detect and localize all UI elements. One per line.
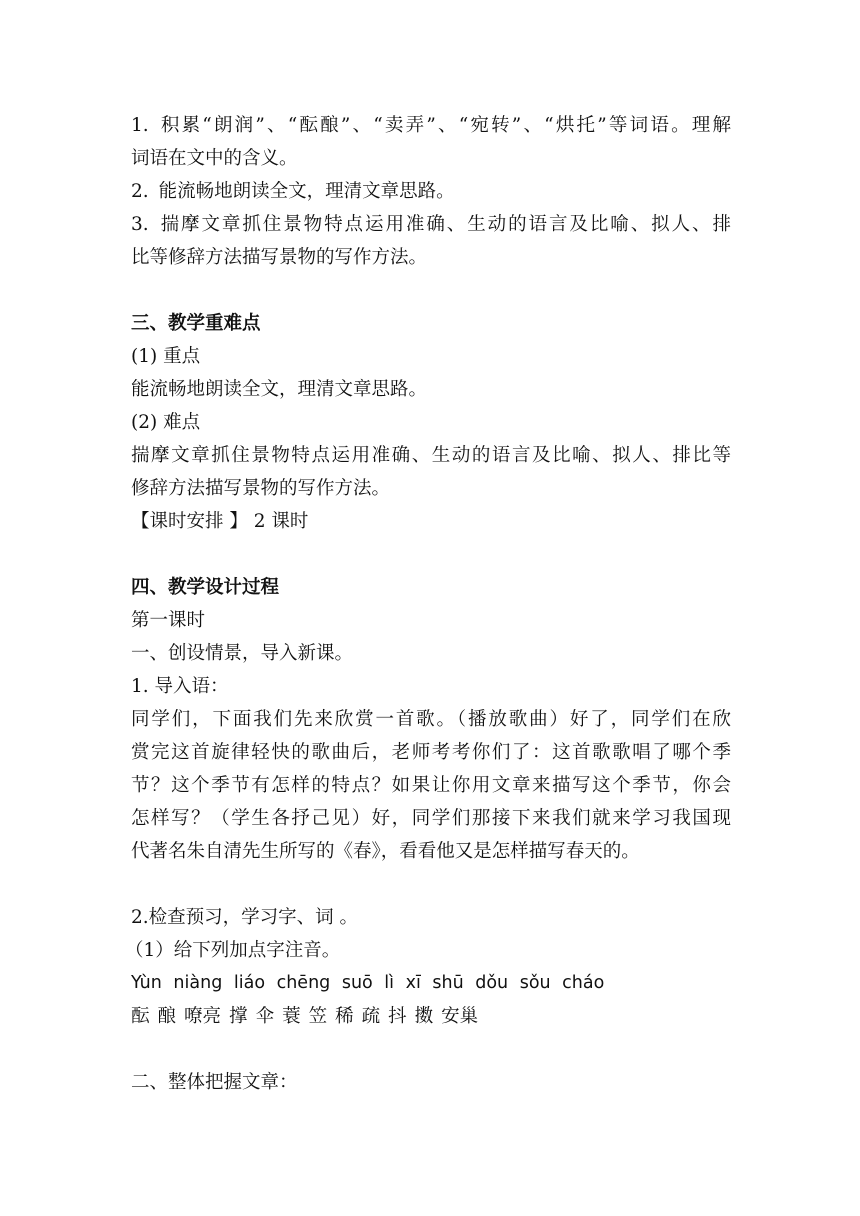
objective-3-line-1: [131, 208, 731, 241]
difficulty-label: (2) 难点: [131, 412, 201, 433]
objective-2-number: 2.: [131, 181, 149, 202]
key-point-text: 能流畅地朗读全文，理清文章思路。: [131, 379, 428, 400]
character-line: [131, 1000, 731, 1033]
objective-1-line-1: [131, 109, 731, 142]
schedule-value: 2 课时: [253, 511, 309, 532]
char-item: 安巢: [441, 1006, 479, 1027]
intro-line-2: 赏完这首旋律轻快的歌曲后，老师考考你们了：这首歌歌唱了哪个季: [131, 742, 731, 763]
objective-1-text: 积累“朗润”、“酝酿”、“卖弄”、“宛转”、“烘托”等词语。理解: [158, 115, 731, 136]
intro-line-5: 代著名朱自清先生所写的《春》，看看他又是怎样描写春天的。: [131, 841, 640, 862]
objective-2-text: 能流畅地朗读全文，理清文章思路。: [158, 181, 455, 202]
objective-3-text: 揣摩文章抓住景物特点运用准确、生动的语言及比喻、拟人、排: [158, 214, 731, 235]
char-item: 笠: [308, 1006, 328, 1027]
objective-3-number: 3.: [131, 214, 149, 235]
lesson-title: 第一课时: [131, 610, 206, 631]
step-3-title: 二、整体把握文章：: [131, 1072, 298, 1093]
spacer: [131, 1033, 731, 1066]
step-1-subtitle: 1. 导入语：: [131, 676, 229, 697]
pinyin-line: Yùn niàng liáo chēng suō lì xī shū dǒu sǒu cháo: [131, 973, 605, 993]
section-4-heading: 四、教学设计过程: [131, 577, 280, 598]
spacer: [131, 868, 731, 901]
intro-line-1: 同学们，下面我们先来欣赏一首歌。（播放歌曲）好了，同学们在欣: [131, 709, 731, 730]
step-2-title: 2.检查预习，学习字、词 。: [131, 907, 359, 928]
char-item: 酝: [131, 1006, 150, 1027]
char-item: 撑: [229, 1006, 248, 1027]
objective-1-line-2: 词语在文中的含义。: [131, 148, 298, 169]
section-3-heading: 三、教学重难点: [131, 313, 261, 334]
char-item: 疏: [361, 1006, 381, 1027]
char-item: 抖: [388, 1006, 407, 1027]
char-item: 伞: [255, 1006, 275, 1027]
char-item: 擞: [414, 1006, 434, 1027]
objective-2: [131, 175, 731, 208]
intro-line-4: 怎样写？（学生各抒己见）好，同学们那接下来我们就来学习我国现: [131, 808, 731, 829]
char-item: 酿: [157, 1006, 177, 1027]
document-page: [125, 109, 731, 1099]
char-item: 稀: [335, 1006, 354, 1027]
schedule: [131, 505, 731, 538]
spacer: [131, 274, 731, 307]
objective-1-number: 1.: [131, 115, 149, 136]
schedule-label: 【课时安排 】: [131, 511, 248, 532]
objective-3-line-2: 比等修辞方法描写景物的写作方法。: [131, 247, 428, 268]
difficulty-text-line-1: 揣摩文章抓住景物特点运用准确、生动的语言及比喻、拟人、排比等: [131, 445, 731, 466]
step-1-title: 一、创设情景，导入新课。: [131, 643, 354, 664]
difficulty-text-line-2: 修辞方法描写景物的写作方法。: [131, 478, 391, 499]
key-point-label: (1) 重点: [131, 346, 201, 367]
spacer: [131, 538, 731, 571]
char-item: 嘹亮: [184, 1006, 222, 1027]
char-item: 蓑: [282, 1006, 301, 1027]
step-2-subtitle: （1）给下列加点字注音。: [125, 940, 341, 961]
intro-line-3: 节？这个季节有怎样的特点？如果让你用文章来描写这个季节，你会: [131, 775, 731, 796]
